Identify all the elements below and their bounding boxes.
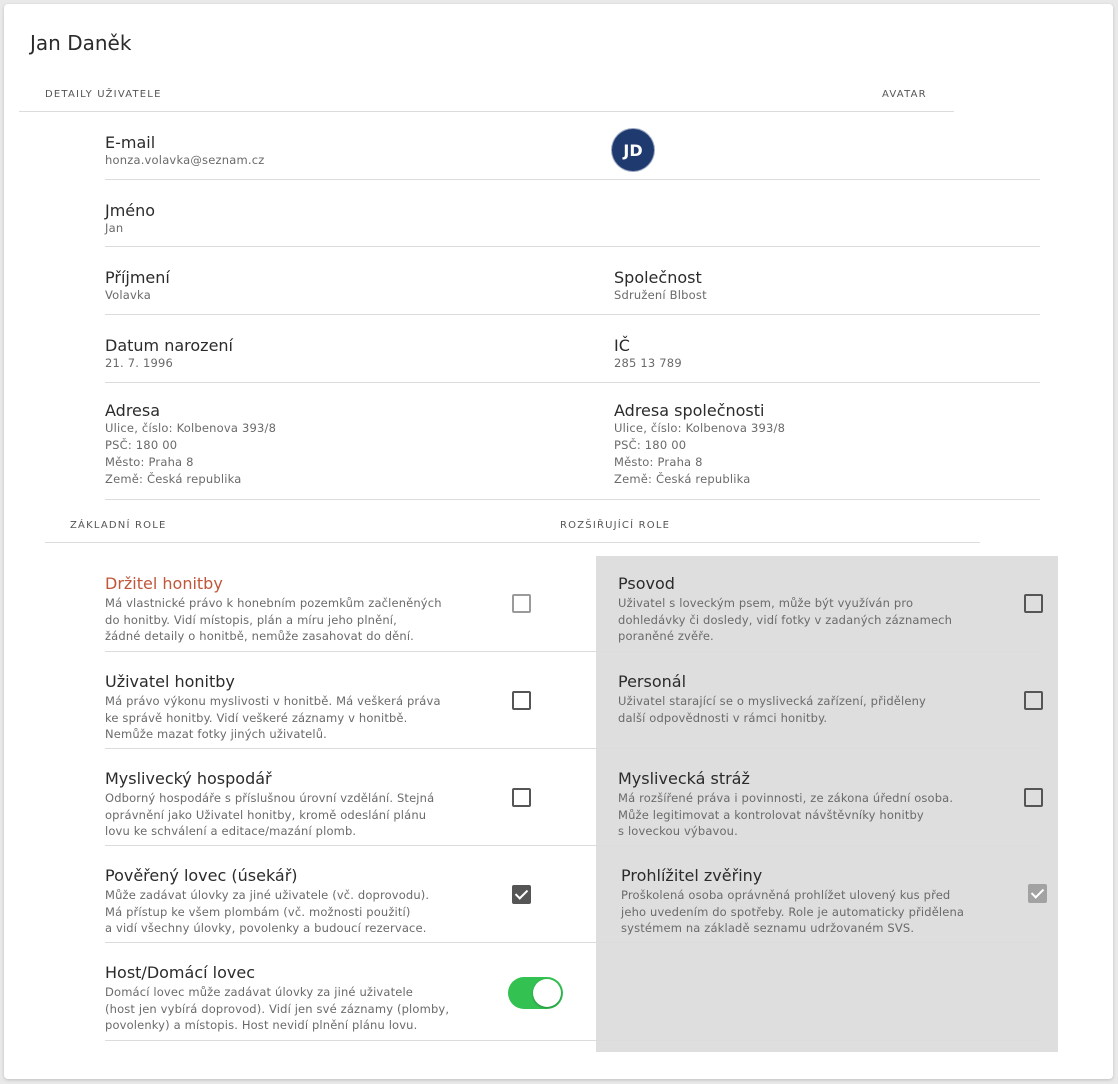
role-title: Host/Domácí lovec: [105, 963, 255, 982]
role-checkbox-myslivecka-straz[interactable]: [1024, 788, 1043, 807]
field-value: 285 13 789: [614, 356, 682, 370]
role-checkbox-uzivatel-honitby[interactable]: [512, 691, 531, 710]
field-value: Sdružení Blbost: [614, 288, 707, 302]
role-title: Pověřený lovec (úsekář): [105, 866, 298, 885]
field-company: [614, 268, 707, 304]
divider: [105, 499, 1040, 500]
role-uzivatel-honitby: [105, 672, 441, 743]
role-checkbox-myslivecky-hospodar[interactable]: [512, 788, 531, 807]
divider: [45, 542, 980, 543]
divider: [105, 314, 1040, 315]
role-description: Má právo výkonu myslivosti v honitbě. Má veškerá práva ke správě honitby. Vidí veškeré záznamy v honitbě. Nemůže mazat fotky jiných uživatelů.: [105, 694, 441, 741]
role-description: Uživatel s loveckým psem, může být využíván pro dohledávky či dosledy, vidí fotky v zadaných záznamech poraněné zvěře.: [618, 596, 953, 643]
field-label: Společnost: [614, 268, 702, 287]
role-title: Prohlížitel zvěřiny: [621, 866, 763, 885]
divider: [105, 382, 1040, 383]
section-extended-roles: ROZŠIŘUJÍCÍ ROLE: [560, 520, 671, 531]
field-label: Adresa: [105, 401, 161, 420]
field-value: 21. 7. 1996: [105, 356, 174, 370]
address-city: Město: Praha 8: [614, 455, 703, 469]
divider: [105, 845, 1040, 846]
address-street: Ulice, číslo: Kolbenova 393/8: [105, 421, 277, 435]
field-label: Adresa společnosti: [614, 401, 765, 420]
page-title: Jan Daněk: [30, 31, 132, 55]
field-address: [105, 401, 276, 488]
role-host-domaci-lovec: [105, 963, 449, 1034]
role-drzitel-honitby: [105, 574, 442, 645]
role-checkbox-prohlizitel-zveriny: [1028, 884, 1047, 903]
divider: [19, 111, 954, 112]
address-zip: PSČ: 180 00: [614, 438, 687, 452]
field-label: Datum narození: [105, 336, 233, 355]
address-city: Město: Praha 8: [105, 455, 194, 469]
role-description: Má vlastnické právo k honebním pozemkům začleněných do honitby. Vidí místopis, plán a míru jeho plnění, žádné detaily o honitbě, nemůže zasahovat do dění.: [105, 596, 442, 643]
role-toggle-host-domaci-lovec[interactable]: [508, 977, 563, 1009]
role-title: Personál: [618, 672, 687, 691]
field-label: Jméno: [105, 201, 156, 220]
divider: [105, 651, 1040, 652]
role-checkbox-drzitel-honitby[interactable]: [512, 594, 531, 613]
avatar[interactable]: JD: [612, 129, 654, 171]
field-ico: [614, 336, 682, 372]
check-icon: [1031, 885, 1044, 898]
field-birth-date: [105, 336, 233, 372]
role-checkbox-povereny-lovec[interactable]: [512, 885, 531, 904]
role-description: Domácí lovec může zadávat úlovky za jiné uživatele (host jen vybírá doprovod). Vidí jen své záznamy (plomby, povolenky) a místopis. Host nevidí plnění plánu lovu.: [105, 985, 450, 1032]
field-email: [105, 133, 265, 169]
field-last-name: [105, 268, 170, 304]
section-avatar: AVATAR: [882, 89, 927, 100]
role-description: Odborný hospodáře s příslušnou úrovní vzdělání. Stejná oprávnění jako Uživatel honitby, kromě odeslání plánu lovu ke schválení a editace/mazání plomb.: [105, 791, 435, 838]
role-title: Držitel honitby: [105, 574, 223, 593]
role-myslivecka-straz: [618, 769, 953, 840]
role-description: Má rozšířené práva i povinnosti, ze zákona úřední osoba. Může legitimovat a kontrolovat návštěvníky honitby s loveckou výbavou.: [618, 791, 954, 838]
role-description: Proškolená osoba oprávněná prohlížet ulovený kus před jeho uvedením do spotřeby. Role je automaticky přidělena systémem na základě seznamu udržovaném SVS.: [621, 888, 965, 935]
check-icon: [515, 886, 528, 899]
divider: [105, 179, 1040, 180]
user-detail-card: [4, 4, 1113, 1079]
field-label: IČ: [614, 336, 630, 355]
divider: [105, 246, 1040, 247]
address-country: Země: Česká republika: [614, 472, 751, 486]
divider: [105, 1040, 1040, 1041]
toggle-knob: [533, 979, 561, 1007]
section-basic-roles: ZÁKLADNÍ ROLE: [70, 520, 167, 531]
role-myslivecky-hospodar: [105, 769, 434, 840]
role-prohlizitel-zveriny: [621, 866, 964, 937]
role-checkbox-personal[interactable]: [1024, 691, 1043, 710]
field-value: Jan: [105, 221, 124, 235]
field-label: E-mail: [105, 133, 156, 152]
role-title: Psovod: [618, 574, 675, 593]
divider: [105, 748, 1040, 749]
divider: [105, 942, 1040, 943]
field-company-address: [614, 401, 785, 488]
section-user-details: DETAILY UŽIVATELE: [45, 89, 162, 100]
role-title: Myslivecký hospodář: [105, 769, 272, 788]
field-label: Příjmení: [105, 268, 170, 287]
role-title: Uživatel honitby: [105, 672, 235, 691]
role-title: Myslivecká stráž: [618, 769, 750, 788]
address-zip: PSČ: 180 00: [105, 438, 178, 452]
address-country: Země: Česká republika: [105, 472, 242, 486]
role-description: Uživatel starající se o myslivecká zařízení, přiděleny další odpovědnosti v rámci honitby.: [618, 694, 926, 725]
role-personal: [618, 672, 926, 726]
field-value: Volavka: [105, 288, 151, 302]
field-value: honza.volavka@seznam.cz: [105, 153, 265, 167]
field-first-name: [105, 201, 155, 237]
role-description: Může zadávat úlovky za jiné uživatele (vč. doprovodu). Má přístup ke všem plombám (vč. možnosti použití) a vidí všechny úlovky, povolenky a budoucí rezervace.: [105, 888, 430, 935]
address-street: Ulice, číslo: Kolbenova 393/8: [614, 421, 786, 435]
role-checkbox-psovod[interactable]: [1024, 594, 1043, 613]
role-psovod: [618, 574, 952, 645]
role-povereny-lovec: [105, 866, 429, 937]
